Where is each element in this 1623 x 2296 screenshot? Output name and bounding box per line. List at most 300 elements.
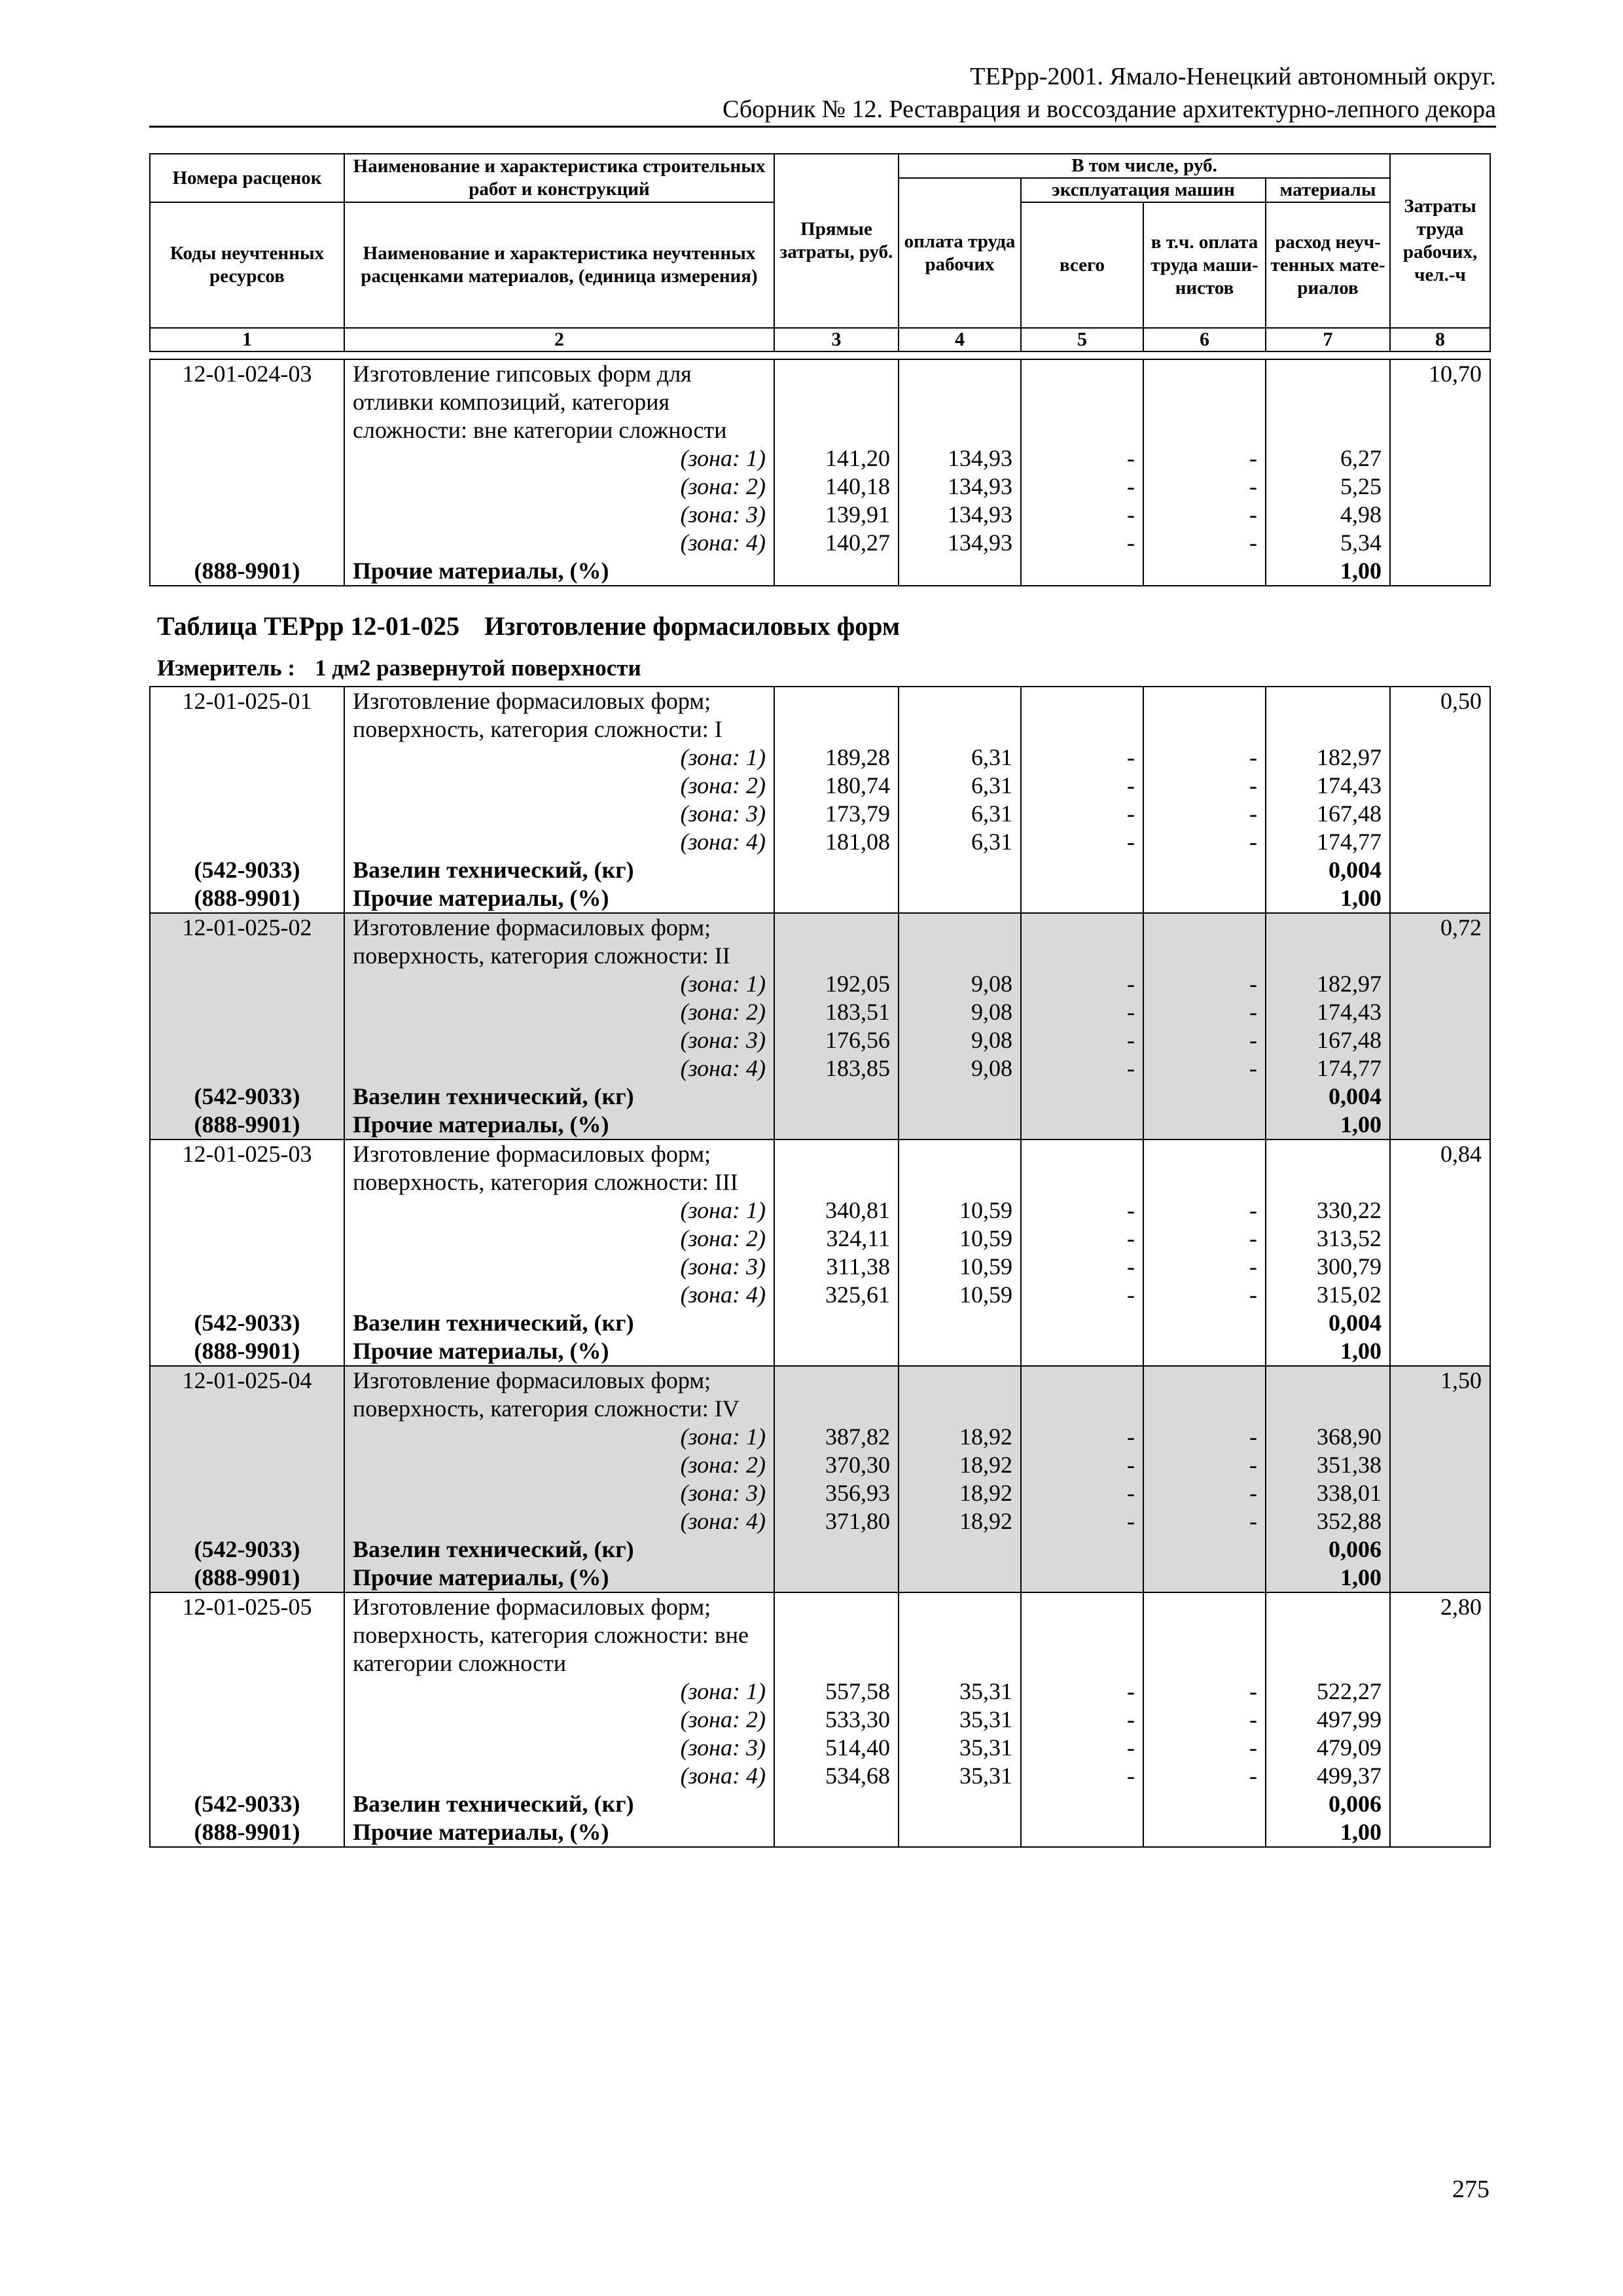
empty-cell	[1143, 856, 1266, 884]
work-description: Изготовление гипсовых форм для	[344, 359, 774, 388]
direct-costs: 140,18	[774, 473, 899, 501]
machines-total: -	[1021, 1451, 1143, 1479]
materials: 352,88	[1266, 1507, 1390, 1535]
empty-cell	[1143, 416, 1266, 444]
zone-label: (зона: 3)	[344, 501, 774, 529]
zone-row	[150, 970, 1490, 998]
empty-cell	[774, 557, 899, 586]
machines-total: -	[1021, 1706, 1143, 1734]
empty-cell	[150, 473, 344, 501]
machines-total: -	[1021, 800, 1143, 828]
empty-cell	[899, 1649, 1021, 1677]
direct-costs: 557,58	[774, 1677, 899, 1706]
zone-row	[150, 1054, 1490, 1083]
machines-labor: -	[1143, 1281, 1266, 1309]
table-row	[150, 942, 1490, 970]
empty-cell	[1143, 557, 1266, 586]
table-header	[149, 153, 1491, 352]
resource-value: 1,00	[1266, 884, 1390, 913]
empty-cell	[1390, 1196, 1490, 1225]
empty-cell	[1143, 1790, 1266, 1818]
measure-unit-value: 1 дм2 развернутой поверхности	[315, 655, 641, 681]
materials: 167,48	[1266, 1026, 1390, 1054]
zone-label: (зона: 3)	[344, 800, 774, 828]
materials: 5,34	[1266, 529, 1390, 557]
zone-row	[150, 1706, 1490, 1734]
empty-cell	[899, 1818, 1021, 1847]
work-description: сложности: вне категории сложности	[344, 416, 774, 444]
empty-cell	[1143, 1168, 1266, 1196]
empty-cell	[1143, 942, 1266, 970]
resource-value: 1,00	[1266, 1564, 1390, 1592]
resource-value: 0,004	[1266, 1309, 1390, 1337]
empty-cell	[1021, 1790, 1143, 1818]
empty-cell	[899, 1592, 1021, 1621]
col-number: 3	[774, 328, 899, 351]
machines-total: -	[1021, 772, 1143, 800]
empty-cell	[150, 1762, 344, 1790]
empty-cell	[899, 1621, 1021, 1649]
materials: 182,97	[1266, 970, 1390, 998]
labor-pay: 10,59	[899, 1281, 1021, 1309]
resource-value: 0,004	[1266, 856, 1390, 884]
header-materials-unaccounted: расход неуч-тенных мате-риалов	[1266, 202, 1390, 328]
empty-cell	[150, 998, 344, 1026]
work-description: поверхность, категория сложности: II	[344, 942, 774, 970]
empty-cell	[774, 1564, 899, 1592]
zone-row	[150, 998, 1490, 1026]
machines-labor: -	[1143, 1677, 1266, 1706]
empty-cell	[1021, 1309, 1143, 1337]
empty-cell	[899, 715, 1021, 744]
resource-code: (888-9901)	[150, 1111, 344, 1139]
machines-labor: -	[1143, 1706, 1266, 1734]
table-12-01-024	[149, 359, 1491, 586]
empty-cell	[899, 1564, 1021, 1592]
empty-cell	[1390, 1818, 1490, 1847]
empty-cell	[150, 1507, 344, 1535]
empty-cell	[774, 359, 899, 388]
zone-label: (зона: 3)	[344, 1253, 774, 1281]
empty-cell	[1390, 1253, 1490, 1281]
empty-cell	[1390, 856, 1490, 884]
zone-row	[150, 800, 1490, 828]
empty-cell	[1143, 388, 1266, 416]
zone-row	[150, 1281, 1490, 1309]
machines-labor: -	[1143, 1253, 1266, 1281]
empty-cell	[1021, 1649, 1143, 1677]
work-description: отливки композиций, категория	[344, 388, 774, 416]
labor-cost: 0,84	[1390, 1139, 1490, 1168]
direct-costs: 189,28	[774, 744, 899, 772]
zone-row	[150, 1225, 1490, 1253]
direct-costs: 173,79	[774, 800, 899, 828]
empty-cell	[774, 1337, 899, 1366]
machines-total: -	[1021, 1507, 1143, 1535]
table-row	[150, 1366, 1490, 1395]
resource-name: Прочие материалы, (%)	[344, 884, 774, 913]
resource-name: Вазелин технический, (кг)	[344, 1309, 774, 1337]
machines-labor: -	[1143, 998, 1266, 1026]
machines-labor: -	[1143, 1423, 1266, 1451]
machines-total: -	[1021, 1196, 1143, 1225]
empty-cell	[1021, 1337, 1143, 1366]
empty-cell	[1021, 715, 1143, 744]
measure-unit	[157, 653, 641, 683]
empty-cell	[150, 1451, 344, 1479]
empty-cell	[1390, 1337, 1490, 1366]
direct-costs: 533,30	[774, 1706, 899, 1734]
labor-pay: 6,31	[899, 828, 1021, 856]
machines-labor: -	[1143, 1507, 1266, 1535]
col-number: 7	[1266, 328, 1390, 351]
rate-code: 12-01-025-05	[150, 1592, 344, 1621]
work-description: Изготовление формасиловых форм;	[344, 1366, 774, 1395]
empty-cell	[150, 970, 344, 998]
resource-code: (542-9033)	[150, 1083, 344, 1111]
empty-cell	[1390, 1083, 1490, 1111]
resource-row	[150, 856, 1490, 884]
zone-row	[150, 473, 1490, 501]
empty-cell	[1266, 359, 1390, 388]
zone-label: (зона: 2)	[344, 1706, 774, 1734]
empty-cell	[774, 942, 899, 970]
empty-cell	[150, 501, 344, 529]
machines-total: -	[1021, 1734, 1143, 1762]
empty-cell	[899, 557, 1021, 586]
empty-cell	[1390, 1564, 1490, 1592]
zone-label: (зона: 4)	[344, 1281, 774, 1309]
empty-cell	[774, 416, 899, 444]
empty-cell	[899, 1111, 1021, 1139]
labor-pay: 9,08	[899, 970, 1021, 998]
resource-code: (888-9901)	[150, 1337, 344, 1366]
col-number: 4	[899, 328, 1021, 351]
resource-row	[150, 1790, 1490, 1818]
empty-cell	[899, 388, 1021, 416]
col-number: 8	[1390, 328, 1490, 351]
resource-row	[150, 557, 1490, 586]
empty-cell	[774, 1139, 899, 1168]
zone-label: (зона: 1)	[344, 1677, 774, 1706]
empty-cell	[1266, 1366, 1390, 1395]
materials: 300,79	[1266, 1253, 1390, 1281]
zone-label: (зона: 4)	[344, 1507, 774, 1535]
empty-cell	[1266, 1395, 1390, 1423]
empty-cell	[150, 1423, 344, 1451]
labor-pay: 10,59	[899, 1196, 1021, 1225]
machines-total: -	[1021, 1479, 1143, 1507]
empty-cell	[899, 1083, 1021, 1111]
labor-pay: 134,93	[899, 473, 1021, 501]
empty-cell	[1390, 828, 1490, 856]
machines-total: -	[1021, 828, 1143, 856]
empty-cell	[1390, 416, 1490, 444]
zone-label: (зона: 1)	[344, 744, 774, 772]
header-line-1: ТЕРрр-2001. Ямало-Ненецкий автономный округ.	[970, 63, 1496, 90]
empty-cell	[1390, 1423, 1490, 1451]
labor-pay: 35,31	[899, 1762, 1021, 1790]
zone-row	[150, 501, 1490, 529]
empty-cell	[1021, 1168, 1143, 1196]
resource-name: Прочие материалы, (%)	[344, 1564, 774, 1592]
empty-cell	[774, 1621, 899, 1649]
materials: 5,25	[1266, 473, 1390, 501]
empty-cell	[150, 715, 344, 744]
empty-cell	[1390, 1281, 1490, 1309]
empty-cell	[1390, 1054, 1490, 1083]
labor-pay: 18,92	[899, 1423, 1021, 1451]
col-number: 1	[150, 328, 344, 351]
header-material-name: Наименование и характеристика неучтенных расценками материалов, (единица измерения)	[344, 202, 774, 328]
empty-cell	[1266, 1592, 1390, 1621]
resource-row	[150, 1818, 1490, 1847]
zone-label: (зона: 3)	[344, 1734, 774, 1762]
direct-costs: 340,81	[774, 1196, 899, 1225]
resource-name: Вазелин технический, (кг)	[344, 856, 774, 884]
direct-costs: 141,20	[774, 444, 899, 473]
empty-cell	[1390, 1535, 1490, 1564]
empty-cell	[1143, 715, 1266, 744]
resource-row	[150, 1083, 1490, 1111]
zone-row	[150, 1762, 1490, 1790]
direct-costs: 176,56	[774, 1026, 899, 1054]
zone-row	[150, 772, 1490, 800]
materials: 497,99	[1266, 1706, 1390, 1734]
empty-cell	[1143, 687, 1266, 715]
empty-cell	[1143, 1395, 1266, 1423]
empty-cell	[1266, 942, 1390, 970]
header-line-2: Сборник № 12. Реставрация и воссоздание архитектурно-лепного декора	[722, 96, 1496, 123]
empty-cell	[1266, 1649, 1390, 1677]
empty-cell	[774, 1649, 899, 1677]
empty-cell	[1266, 416, 1390, 444]
materials: 522,27	[1266, 1677, 1390, 1706]
empty-cell	[774, 1535, 899, 1564]
machines-labor: -	[1143, 1734, 1266, 1762]
materials: 313,52	[1266, 1225, 1390, 1253]
resource-name: Вазелин технический, (кг)	[344, 1083, 774, 1111]
header-machines-labor: в т.ч. оплата труда маши-нистов	[1143, 202, 1266, 328]
empty-cell	[1390, 1451, 1490, 1479]
materials: 330,22	[1266, 1196, 1390, 1225]
header-labor-costs: Затраты труда рабочих, чел.-ч	[1390, 154, 1490, 328]
work-description: Изготовление формасиловых форм;	[344, 1139, 774, 1168]
empty-cell	[1390, 884, 1490, 913]
labor-pay: 134,93	[899, 501, 1021, 529]
empty-cell	[774, 1366, 899, 1395]
empty-cell	[899, 1535, 1021, 1564]
empty-cell	[1390, 998, 1490, 1026]
rate-code: 12-01-025-01	[150, 687, 344, 715]
empty-cell	[899, 1337, 1021, 1366]
resource-name: Прочие материалы, (%)	[344, 1818, 774, 1847]
machines-total: -	[1021, 1281, 1143, 1309]
labor-pay: 134,93	[899, 444, 1021, 473]
resource-row	[150, 1564, 1490, 1592]
empty-cell	[1390, 1734, 1490, 1762]
resource-name: Вазелин технический, (кг)	[344, 1535, 774, 1564]
table-row	[150, 1168, 1490, 1196]
zone-label: (зона: 1)	[344, 970, 774, 998]
direct-costs: 387,82	[774, 1423, 899, 1451]
materials: 182,97	[1266, 744, 1390, 772]
empty-cell	[1143, 1366, 1266, 1395]
labor-cost: 2,80	[1390, 1592, 1490, 1621]
empty-cell	[899, 687, 1021, 715]
empty-cell	[899, 1309, 1021, 1337]
resource-row	[150, 884, 1490, 913]
empty-cell	[150, 800, 344, 828]
empty-cell	[1390, 744, 1490, 772]
empty-cell	[774, 1309, 899, 1337]
table-row	[150, 359, 1490, 388]
header-materials: материалы	[1266, 178, 1390, 202]
resource-row	[150, 1111, 1490, 1139]
resource-name: Вазелин технический, (кг)	[344, 1790, 774, 1818]
col-number: 2	[344, 328, 774, 351]
resource-value: 0,006	[1266, 1535, 1390, 1564]
empty-cell	[150, 1649, 344, 1677]
machines-total: -	[1021, 1225, 1143, 1253]
empty-cell	[1266, 715, 1390, 744]
empty-cell	[150, 1395, 344, 1423]
measure-unit-label: Измеритель :	[157, 655, 296, 681]
direct-costs: 534,68	[774, 1762, 899, 1790]
zone-row	[150, 1196, 1490, 1225]
machines-total: -	[1021, 998, 1143, 1026]
empty-cell	[899, 1139, 1021, 1168]
machines-total: -	[1021, 970, 1143, 998]
empty-cell	[1021, 1592, 1143, 1621]
rate-code: 12-01-025-04	[150, 1366, 344, 1395]
resource-code: (542-9033)	[150, 1790, 344, 1818]
empty-cell	[1021, 1621, 1143, 1649]
empty-cell	[150, 1621, 344, 1649]
empty-cell	[1390, 473, 1490, 501]
empty-cell	[1390, 1677, 1490, 1706]
labor-cost: 1,50	[1390, 1366, 1490, 1395]
rate-code: 12-01-025-03	[150, 1139, 344, 1168]
empty-cell	[899, 1168, 1021, 1196]
empty-cell	[774, 856, 899, 884]
resource-code: (888-9901)	[150, 557, 344, 586]
machines-labor: -	[1143, 828, 1266, 856]
zone-row	[150, 1253, 1490, 1281]
work-description: Изготовление формасиловых форм;	[344, 1592, 774, 1621]
empty-cell	[1143, 913, 1266, 942]
labor-pay: 10,59	[899, 1225, 1021, 1253]
empty-cell	[1390, 557, 1490, 586]
zone-row	[150, 1677, 1490, 1706]
empty-cell	[1021, 1818, 1143, 1847]
labor-pay: 9,08	[899, 1026, 1021, 1054]
empty-cell	[774, 1168, 899, 1196]
machines-total: -	[1021, 501, 1143, 529]
page-number: 275	[1452, 2176, 1489, 2203]
empty-cell	[150, 388, 344, 416]
zone-label: (зона: 3)	[344, 1026, 774, 1054]
header-resource-codes: Коды неучтенных ресурсов	[150, 202, 344, 328]
empty-cell	[899, 884, 1021, 913]
zone-row	[150, 1479, 1490, 1507]
materials: 499,37	[1266, 1762, 1390, 1790]
empty-cell	[1143, 1621, 1266, 1649]
labor-pay: 6,31	[899, 800, 1021, 828]
materials: 479,09	[1266, 1734, 1390, 1762]
zone-label: (зона: 4)	[344, 1762, 774, 1790]
zone-label: (зона: 4)	[344, 1054, 774, 1083]
zone-label: (зона: 4)	[344, 828, 774, 856]
labor-cost: 10,70	[1390, 359, 1490, 388]
empty-cell	[1021, 416, 1143, 444]
empty-cell	[150, 1706, 344, 1734]
empty-cell	[774, 913, 899, 942]
table-row	[150, 1621, 1490, 1649]
work-description: Изготовление формасиловых форм;	[344, 687, 774, 715]
zone-label: (зона: 1)	[344, 444, 774, 473]
empty-cell	[150, 1225, 344, 1253]
empty-cell	[150, 1054, 344, 1083]
empty-cell	[1390, 800, 1490, 828]
empty-cell	[150, 744, 344, 772]
empty-cell	[1390, 715, 1490, 744]
table-row	[150, 1395, 1490, 1423]
empty-cell	[1143, 1564, 1266, 1592]
empty-cell	[1021, 557, 1143, 586]
col-number: 6	[1143, 328, 1266, 351]
empty-cell	[1266, 1139, 1390, 1168]
empty-cell	[1143, 1592, 1266, 1621]
empty-cell	[899, 1366, 1021, 1395]
direct-costs: 325,61	[774, 1281, 899, 1309]
resource-name: Прочие материалы, (%)	[344, 1337, 774, 1366]
zone-label: (зона: 2)	[344, 1451, 774, 1479]
direct-costs: 181,08	[774, 828, 899, 856]
machines-labor: -	[1143, 1054, 1266, 1083]
table-row	[150, 1649, 1490, 1677]
resource-code: (542-9033)	[150, 1309, 344, 1337]
table-title-name: Изготовление формасиловых форм	[484, 611, 901, 641]
empty-cell	[150, 1677, 344, 1706]
table-row	[150, 416, 1490, 444]
empty-cell	[1021, 359, 1143, 388]
empty-cell	[1021, 1139, 1143, 1168]
empty-cell	[1390, 1790, 1490, 1818]
materials: 368,90	[1266, 1423, 1390, 1451]
table-row	[150, 913, 1490, 942]
empty-cell	[1390, 1309, 1490, 1337]
empty-cell	[899, 1395, 1021, 1423]
work-description: поверхность, категория сложности: IV	[344, 1395, 774, 1423]
work-description: поверхность, категория сложности: вне	[344, 1621, 774, 1649]
direct-costs: 139,91	[774, 501, 899, 529]
empty-cell	[150, 942, 344, 970]
empty-cell	[1266, 1168, 1390, 1196]
empty-cell	[150, 1168, 344, 1196]
resource-code: (542-9033)	[150, 1535, 344, 1564]
machines-labor: -	[1143, 1762, 1266, 1790]
empty-cell	[1143, 1818, 1266, 1847]
empty-cell	[899, 359, 1021, 388]
labor-pay: 9,08	[899, 1054, 1021, 1083]
header-labor-pay: оплата труда рабочих	[899, 178, 1021, 328]
machines-labor: -	[1143, 1451, 1266, 1479]
zone-row	[150, 1734, 1490, 1762]
zone-label: (зона: 1)	[344, 1196, 774, 1225]
empty-cell	[1390, 1706, 1490, 1734]
machines-labor: -	[1143, 800, 1266, 828]
